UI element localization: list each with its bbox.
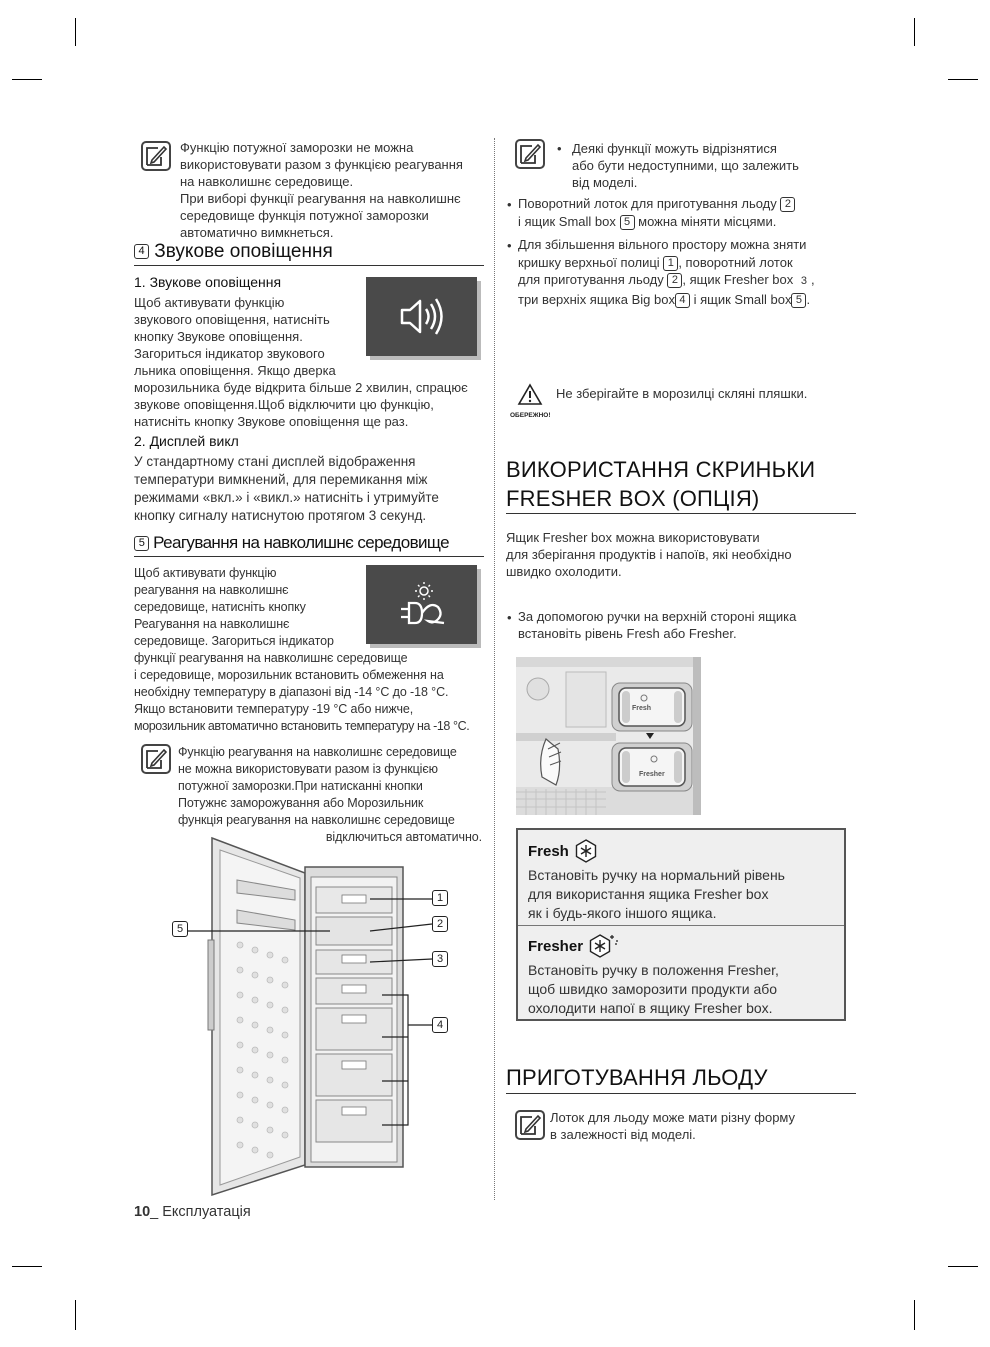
note-icon — [515, 1110, 545, 1140]
info-box-divider — [518, 925, 844, 926]
sub-heading-display-off: 2. Дисплей викл — [134, 433, 239, 449]
note-icon — [141, 141, 171, 171]
sound-button-panel — [366, 277, 477, 356]
crop-mark — [948, 1266, 978, 1267]
photo-label-fresh: Fresh — [632, 705, 652, 712]
bullet-more-space: Для збільшення вільного простору можна зняти кришку верхньої полиці 1 , поворотний лоток для приготування льоду 2 , ящик Fresher box 3 , три верхніх ящика Big box 4 і ящик Small box 5 . — [518, 237, 815, 307]
speaker-icon — [366, 277, 477, 356]
section-rule — [506, 1093, 856, 1094]
section-rule — [506, 513, 856, 514]
heading-ice-making: ПРИГОТУВАННЯ ЛЬОДУ — [506, 1065, 768, 1090]
fresher-handle-photo — [516, 657, 701, 815]
callout-2: 2 — [432, 916, 448, 932]
eco-plug-icon — [366, 565, 477, 644]
callout-5: 5 — [172, 921, 188, 937]
section-rule — [134, 556, 484, 557]
section-heading-sound: 4 Звукове оповіщення — [134, 241, 333, 263]
page-number: 10 — [134, 1204, 151, 1220]
caution-block — [510, 383, 550, 419]
caution-text: Не зберігайте в морозилці скляні пляшки. — [556, 386, 808, 401]
bullet-swap-trays: Поворотний лоток для приготування льоду 2 і ящик Small box 5 можна міняти місцями. — [518, 195, 858, 230]
fresh-row-title — [528, 838, 599, 864]
fresher-row-title — [528, 932, 621, 960]
note-icon — [141, 744, 171, 774]
section-heading-environment: 5 Реагування на навколишнє середовище — [134, 533, 449, 553]
crop-mark — [12, 79, 42, 80]
note-power-freeze: Функцію потужної заморозки не можна використовувати разом з функцією реагування на навколишнє середовище. При виборі функції реагування на навколишнє середовище функція потужної заморозки автоматично вимкнеться. — [180, 140, 463, 240]
snowflake-plus-icon — [587, 932, 621, 960]
warning-triangle-icon — [510, 383, 550, 407]
callout-4: 4 — [432, 1017, 448, 1033]
crop-mark — [948, 79, 978, 80]
sub-heading-sound-alert: 1. Звукове оповіщення — [134, 274, 282, 290]
caution-label: ОБЕРЕЖНО! — [510, 412, 551, 419]
callout-3: 3 — [432, 951, 448, 967]
note-icon — [515, 139, 545, 169]
page-footer — [134, 1204, 251, 1220]
fresher-title: Fresher — [528, 937, 584, 955]
bullet-dot: • — [507, 610, 512, 625]
snowflake-icon — [573, 838, 599, 864]
environment-button-panel — [366, 565, 477, 644]
note-environment: Функцію реагування на навколишнє середовище не можна використовувати разом із функцією потужної заморозки.При натисканні кнопки Потужнє заморожування або Морозильник функція реагування на навколишнє середовище відключиться автоматично. — [178, 745, 482, 844]
bullet-dot: • — [507, 238, 512, 253]
fresh-title: Fresh — [528, 842, 569, 860]
photo-label-fresher: Fresher — [639, 771, 665, 778]
fresh-fresher-info-box — [516, 828, 846, 1021]
bullet-set-level: За допомогою ручки на верхній стороні ящика встановіть рівень Fresh або Fresher. — [518, 609, 797, 641]
footer-section: _ Експлуатація — [150, 1204, 251, 1220]
sound-alert-text: Щоб активувати функцію звукового оповіщення, натисніть кнопку Звукове оповіщення. Загориться індикатор звукового льника оповіщення. Якщо дверка морозильника буде відкрита більше 2 хвилин, спрацює звукове оповіщення.Щоб відключити цю функцію, натисніть кнопку Звукове оповіщення ще раз. — [134, 295, 468, 429]
fresh-description: Встановіть ручку на нормальний рівень для використання ящика Fresher box як і будь-якого іншого ящика. — [528, 867, 785, 921]
crop-mark — [75, 1300, 76, 1330]
heading-fresher-box: ВИКОРИСТАННЯ СКРИНЬКИ FRESHER BOX (ОПЦІЯ) — [506, 457, 816, 511]
crop-mark — [914, 18, 915, 46]
fresher-description: Встановіть ручку в положення Fresher, щоб швидко заморозити продукти або охолодити напої в ящику Fresher box. — [528, 962, 779, 1016]
note-model-differences: Деякі функції можуть відрізнятися або бути недоступними, що залежить від моделі. — [572, 141, 799, 190]
environment-text: Щоб активувати функцію реагування на навколишнє середовище, натисніть кнопку Реагування на навколишнє середовище. Загориться індикатор функції реагування на навколишнє середовище і середовище, морозильник встановить обмеження на необхідну температуру в діапазоні від -14 °C до -18 °C. Якщо встановити температуру -19 °C або нижче, морозильник автоматично встановить температуру на -18 °C. — [134, 566, 470, 733]
section-rule — [134, 265, 484, 266]
callout-1: 1 — [432, 890, 448, 906]
crop-mark — [75, 18, 76, 46]
display-off-text: У стандартному стані дисплей відображення температури вимкнений, для перемикання між режимами «вкл.» і «викл.» натисніть і утримуйте кнопку сигналу натиснутою протягом 3 секунд. — [134, 454, 439, 523]
bullet-dot: • — [507, 197, 512, 212]
crop-mark — [12, 1266, 42, 1267]
crop-mark — [914, 1300, 915, 1330]
note-ice-tray: Лоток для льоду може мати різну форму в залежності від моделі. — [550, 1110, 796, 1142]
fresher-box-intro: Ящик Fresher box можна використовувати для зберігання продуктів і напоїв, які необхідно швидко охолодити. — [506, 530, 792, 579]
freezer-illustration — [170, 835, 470, 1200]
bullet-dot: • — [557, 141, 562, 156]
